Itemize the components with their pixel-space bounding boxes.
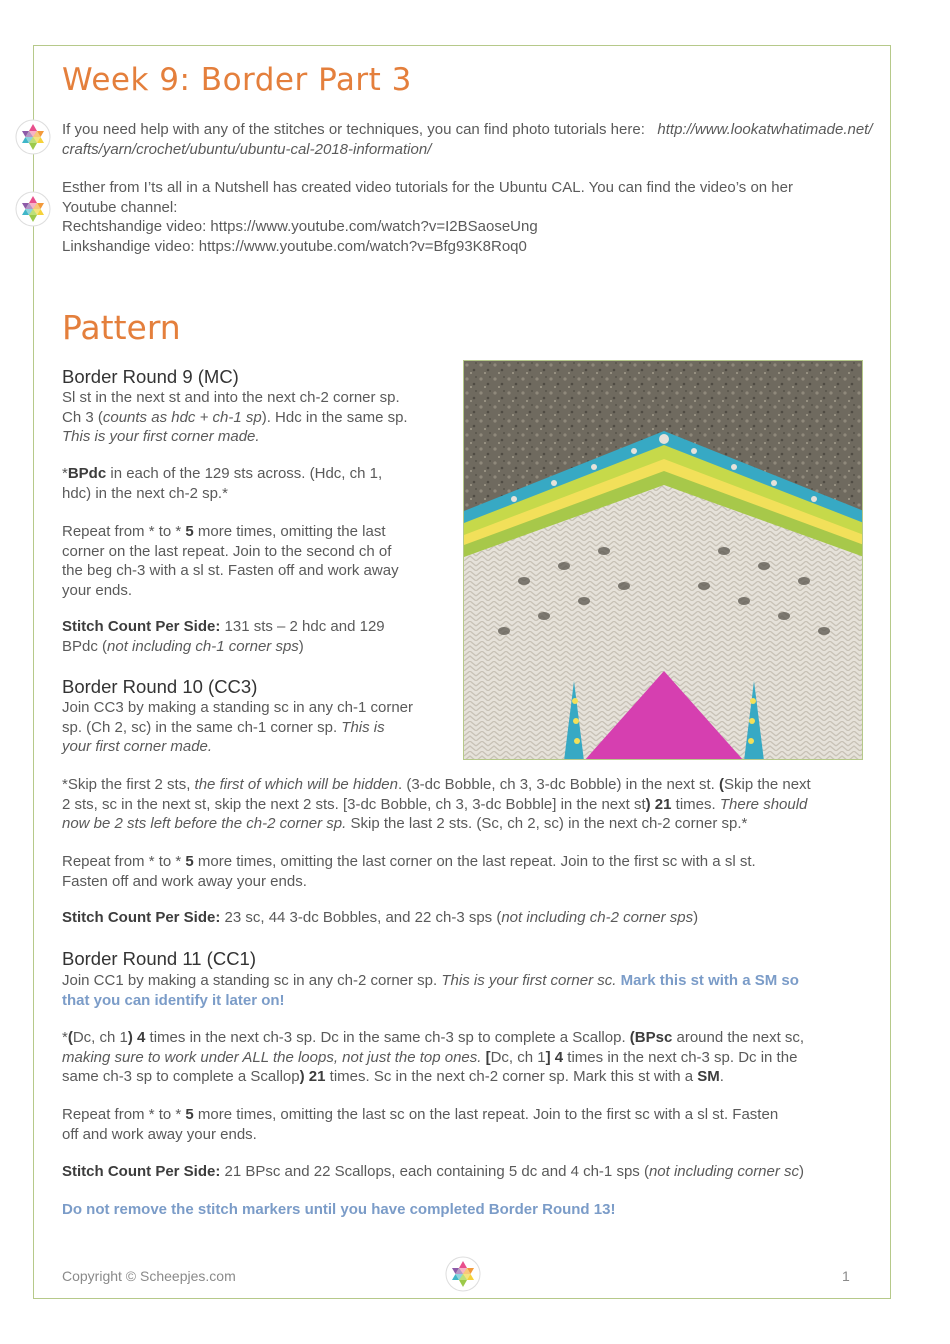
help-text: If you need help with any of the stitches or techniques, you can find photo tutorials here:: [62, 121, 645, 138]
round-9-step: *BPdc in each of the 129 sts across. (Hdc, ch 1, hdc) in the next ch-2 sp.*: [62, 465, 383, 502]
crochet-photo: [463, 360, 863, 760]
copyright: Copyright © Scheepjes.com: [62, 1268, 236, 1284]
round-11-repeat: Repeat from * to * 5 more times, omitting the last sc on the last repeat. Join to the first sc with a sl st. Fasten off and work away your ends.: [62, 1106, 779, 1143]
stitch-marker-note: Do not remove the stitch markers until you have completed Border Round 13!: [62, 1201, 616, 1218]
video-paragraph: Esther from I’ts all in a Nutshell has created video tutorials for the Ubuntu CAL. You can find the video’s on her Youtube channel: Rechtshandige video: https://www.youtube.com/watch?v=I2BSaoseUng Linkshandige video: https://www.youtube.com/watch?v=Bfg93K8Roq0: [62, 179, 793, 255]
video-link-left[interactable]: Linkshandige video: https://www.youtube.com/watch?v=Bfg93K8Roq0: [62, 237, 527, 255]
round-10-step: *Skip the first 2 sts, the first of which will be hidden. (3-dc Bobble, ch 3, 3-dc Bobble) in the next st. (Skip the next 2 sts, sc in the next st, skip the next 2 sts. [3-dc Bobble, ch 3, 3-dc Bobble] in the next st) 21 times. There should now be 2 sts left before the ch-2 corner sp. Skip the last 2 sts. (Sc, ch 2, sc) in the next ch-2 corner sp.*: [62, 776, 811, 832]
round-10-repeat: Repeat from * to * 5 more times, omitting the last corner on the last repeat. Join to the first sc with a sl st. Fasten off and work away your ends.: [62, 853, 756, 890]
round-9-count: Stitch Count Per Side: 131 sts – 2 hdc and 129 BPdc (not including ch-1 corner sps): [62, 618, 385, 655]
help-link[interactable]: http://www.lookatwhatimade.net/crafts/yarn/crochet/ubuntu/ubuntu-cal-2018-information/: [62, 121, 873, 158]
star-logo-icon: [15, 191, 51, 227]
round-9-intro: Sl st in the next st and into the next ch-2 corner sp. Ch 3 (counts as hdc + ch-1 sp). Hdc in the same sp. This is your first corner made.: [62, 389, 408, 445]
round-11-intro: Join CC1 by making a standing sc in any ch-2 corner sp. This is your first corner sc. Mark this st with a SM so that you can identify it later on!: [62, 972, 799, 1009]
round-11-count: Stitch Count Per Side: 21 BPsc and 22 Scallops, each containing 5 dc and 4 ch-1 sps (not including corner sc): [62, 1163, 805, 1180]
round-11-step: *(Dc, ch 1) 4 times in the next ch-3 sp. Dc in the same ch-3 sp to complete a Scallop. (BPsc around the next sc, making sure to work under ALL the loops, not just the top ones. [Dc, ch 1] 4 times in the next ch-3 sp. Dc in the same ch-3 sp to complete a Scallop) 21 times. Sc in the next ch-2 corner sp. Mark this st with a SM.: [62, 1029, 805, 1085]
round-9-repeat: Repeat from * to * 5 more times, omitting the last corner on the last repeat. Join to the second ch of the beg ch-3 with a sl st. Fasten off and work away your ends.: [62, 523, 399, 599]
round-9-heading: Border Round 9 (MC): [62, 366, 239, 387]
round-11-heading: Border Round 11 (CC1): [62, 948, 256, 969]
star-logo-icon: [15, 119, 51, 155]
pattern-title: Pattern: [62, 308, 181, 347]
page-number: 1: [842, 1268, 850, 1284]
round-10-intro: Join CC3 by making a standing sc in any ch-1 corner sp. (Ch 2, sc) in the same ch-1 corner sp. This is your first corner made.: [62, 699, 414, 755]
round-10-heading: Border Round 10 (CC3): [62, 676, 258, 697]
page-title: Week 9: Border Part 3: [62, 62, 412, 98]
star-logo-icon: [445, 1256, 481, 1292]
round-10-count: Stitch Count Per Side: 23 sc, 44 3-dc Bobbles, and 22 ch-3 sps (not including ch-2 corner sps): [62, 909, 699, 926]
help-paragraph: [62, 120, 877, 159]
video-link-right[interactable]: Rechtshandige video: https://www.youtube.com/watch?v=I2BSaoseUng: [62, 218, 538, 235]
